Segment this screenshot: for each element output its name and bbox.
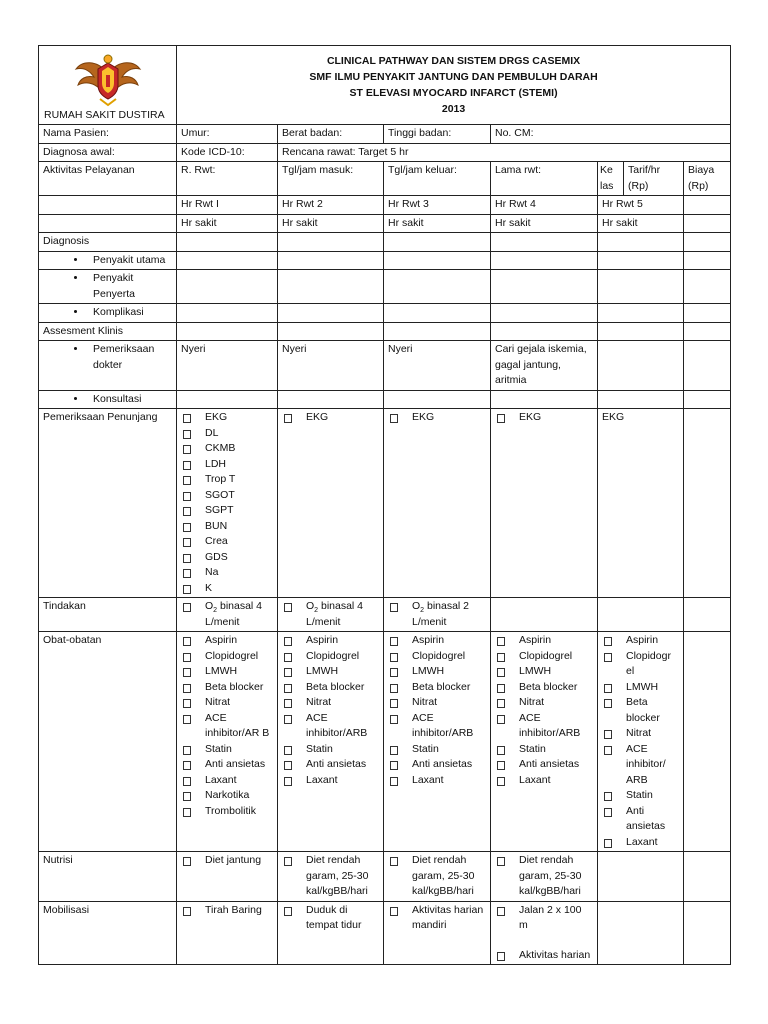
action-label: Tindakan (39, 598, 177, 632)
drug-item-day-1: Nitrat (181, 695, 273, 711)
drug-item-day-1: LMWH (181, 664, 273, 680)
sick-day-2: Hr sakit (278, 214, 384, 233)
nutrition-item-day-1: Diet jantung (181, 853, 273, 869)
support-exam-list-day-2 (282, 410, 379, 426)
drug-item-day-5: LMWH (602, 680, 679, 696)
title-line-4: 2013 (441, 103, 466, 115)
care-day-3: Hr Rwt 3 (384, 196, 491, 215)
support-exam-label: Pemeriksaan Penunjang (39, 409, 177, 598)
support-exam-row (39, 409, 731, 598)
support-exam-item-day-2: EKG (282, 410, 379, 426)
diagnosis-row (39, 143, 731, 162)
drug-item-day-3: Aspirin (388, 633, 486, 649)
main-disease-row (39, 251, 731, 270)
doctor-exam-day-2: Nyeri (278, 341, 384, 391)
drug-item-day-4: Beta blocker (495, 680, 593, 696)
clinical-pathway-table (38, 45, 731, 965)
mobilization-list-day-2 (282, 903, 379, 934)
support-exam-item-day-1: EKG (181, 410, 273, 426)
hospital-name: RUMAH SAKIT DUSTIRA (44, 108, 165, 121)
drug-item-day-1: Clopidogrel (181, 649, 273, 665)
drug-item-day-3: Beta blocker (388, 680, 486, 696)
nutrition-row (39, 852, 731, 902)
support-exam-item-day-4: EKG (495, 410, 593, 426)
doctor-exam-row (39, 341, 731, 391)
drug-item-day-5: Beta blocker (602, 695, 679, 726)
drug-list-day-2 (282, 633, 379, 788)
mobilization-list-day-4 (495, 903, 593, 964)
support-exam-item-day-1: Trop T (181, 472, 273, 488)
care-day-row (39, 196, 731, 215)
drug-list-day-1 (181, 633, 273, 819)
doctor-exam-day-3: Nyeri (384, 341, 491, 391)
mobilization-row (39, 901, 731, 965)
drug-item-day-5: Anti ansietas (602, 804, 679, 835)
action-row (39, 598, 731, 632)
drug-item-day-3: Anti ansietas (388, 757, 486, 773)
mobilization-item-day-4: Aktivitas harian (495, 948, 593, 964)
support-exam-day-5: EKG (598, 409, 684, 598)
age-label: Umur: (177, 125, 278, 144)
drug-item-day-4: Anti ansietas (495, 757, 593, 773)
mobilization-item-day-2: Duduk di tempat tidur (282, 903, 379, 934)
class-label: Ke las (598, 162, 624, 196)
consult-label: • Konsultasi (87, 392, 172, 408)
room-label: R. Rwt: (177, 162, 278, 196)
drug-list-day-4 (495, 633, 593, 788)
sick-day-3: Hr sakit (384, 214, 491, 233)
drug-item-day-2: ACE inhibitor/ARB (282, 711, 379, 742)
support-exam-item-day-3: EKG (388, 410, 486, 426)
nutrition-list-day-3 (388, 853, 486, 900)
mobilization-item-day-4: Jalan 2 x 100 m (495, 903, 593, 934)
drug-item-day-1: Beta blocker (181, 680, 273, 696)
drug-item-day-2: Laxant (282, 773, 379, 789)
drug-item-day-5: Aspirin (602, 633, 679, 649)
drug-item-day-5: ACE inhibitor/ ARB (602, 742, 679, 789)
doctor-exam-day-1: Nyeri (177, 341, 278, 391)
assessment-row (39, 322, 731, 341)
activity-label: Aktivitas Pelayanan (39, 162, 177, 196)
tariff-label: Tarif/hr (Rp) (624, 162, 684, 196)
drug-item-day-4: Laxant (495, 773, 593, 789)
oxygen-item-day-1: $O_2$ binasal 4 L/menit (181, 599, 273, 630)
drug-item-day-5: Nitrat (602, 726, 679, 742)
doctor-exam-label: • Pemeriksaan dokter (87, 342, 172, 373)
support-exam-item-day-1: LDH (181, 457, 273, 473)
drug-item-day-5: Clopidogr el (602, 649, 679, 680)
drug-item-day-3: Nitrat (388, 695, 486, 711)
drugs-row (39, 632, 731, 852)
drug-item-day-1: Laxant (181, 773, 273, 789)
comorbid-label: • Penyakit Penyerta (87, 271, 172, 302)
support-exam-list-day-3 (388, 410, 486, 426)
drug-item-day-2: Statin (282, 742, 379, 758)
drug-item-day-3: LMWH (388, 664, 486, 680)
logo-cell (39, 46, 177, 125)
drug-item-day-5: Laxant (602, 835, 679, 851)
complication-label: • Komplikasi (87, 305, 172, 321)
support-exam-item-day-1: SGPT (181, 503, 273, 519)
comorbid-row (39, 270, 731, 304)
drug-item-day-3: Clopidogrel (388, 649, 486, 665)
mobilization-list-day-3 (388, 903, 486, 934)
support-exam-list-day-1 (181, 410, 273, 596)
care-day-1: Hr Rwt I (177, 196, 278, 215)
drug-item-day-2: Anti ansietas (282, 757, 379, 773)
icd-code-label: Kode ICD-10: (177, 143, 278, 162)
nutrition-list-day-2 (282, 853, 379, 900)
drug-item-day-4: Statin (495, 742, 593, 758)
nutrition-list-day-4 (495, 853, 593, 900)
title-line-1: CLINICAL PATHWAY DAN SISTEM DRGS CASEMIX (326, 55, 581, 67)
drug-item-day-2: Aspirin (282, 633, 379, 649)
drug-item-day-2: Beta blocker (282, 680, 379, 696)
support-exam-item-day-1: K (181, 581, 273, 597)
oxygen-item-day-3: $O_2$ binasal 2 L/menit (388, 599, 486, 630)
drug-item-day-4: Clopidogrel (495, 649, 593, 665)
nutrition-item-day-2: Diet rendah garam, 25-30 kal/kgBB/hari (282, 853, 379, 900)
drug-item-day-4: ACE inhibitor/ARB (495, 711, 593, 742)
support-exam-item-day-1: BUN (181, 519, 273, 535)
mobilization-label: Mobilisasi (39, 901, 177, 965)
care-plan-label: Rencana rawat: Target 5 hr (278, 143, 731, 162)
diagnosis-label: Diagnosis (39, 233, 177, 252)
oxygen-item-day-2: $O_2$ binasal 4 L/menit (282, 599, 379, 630)
support-exam-list-day-4 (495, 410, 593, 426)
discharge-date-label: Tgl/jam keluar: (384, 162, 491, 196)
drug-item-day-1: ACE inhibitor/AR B (181, 711, 273, 742)
weight-label: Berat badan: (278, 125, 384, 144)
drug-item-day-3: Statin (388, 742, 486, 758)
drug-list-day-5 (602, 633, 679, 850)
record-number-label: No. CM: (491, 125, 731, 144)
hospital-emblem-logo (74, 49, 142, 107)
care-day-2: Hr Rwt 2 (278, 196, 384, 215)
patient-name-label: Nama Pasien: (39, 125, 177, 144)
nutrition-list-day-1 (181, 853, 273, 869)
drug-item-day-5: Statin (602, 788, 679, 804)
drug-item-day-1: Anti ansietas (181, 757, 273, 773)
activity-row (39, 162, 731, 196)
drug-item-day-3: Laxant (388, 773, 486, 789)
title-line-2: SMF ILMU PENYAKIT JANTUNG DAN PEMBULUH DARAH (309, 71, 598, 83)
admission-date-label: Tgl/jam masuk: (278, 162, 384, 196)
sick-day-1: Hr sakit (177, 214, 278, 233)
care-day-5: Hr Rwt 5 (598, 196, 684, 215)
drug-list-day-3 (388, 633, 486, 788)
length-of-stay-label: Lama rwt: (491, 162, 598, 196)
assessment-label: Assesment Klinis (39, 322, 177, 341)
drugs-label: Obat-obatan (39, 632, 177, 852)
drug-item-day-4: LMWH (495, 664, 593, 680)
drug-item-day-1: Trombolitik (181, 804, 273, 820)
mobilization-item-day-1: Tirah Baring (181, 903, 273, 919)
mobilization-item-day-3: Aktivitas harian mandiri (388, 903, 486, 934)
patient-row (39, 125, 731, 144)
nutrition-item-day-3: Diet rendah garam, 25-30 kal/kgBB/hari (388, 853, 486, 900)
sick-day-4: Hr sakit (491, 214, 598, 233)
drug-item-day-1: Statin (181, 742, 273, 758)
drug-item-day-4: Nitrat (495, 695, 593, 711)
nutrition-item-day-4: Diet rendah garam, 25-30 kal/kgBB/hari (495, 853, 593, 900)
drug-item-day-1: Aspirin (181, 633, 273, 649)
support-exam-item-day-1: GDS (181, 550, 273, 566)
main-disease-label: • Penyakit utama (87, 253, 172, 269)
drug-item-day-2: LMWH (282, 664, 379, 680)
diagnosis-section-row (39, 233, 731, 252)
cost-label: Biaya (Rp) (684, 162, 731, 196)
header-row (39, 46, 731, 125)
height-label: Tinggi badan: (384, 125, 491, 144)
drug-item-day-1: Narkotika (181, 788, 273, 804)
drug-item-day-4: Aspirin (495, 633, 593, 649)
drug-item-day-2: Nitrat (282, 695, 379, 711)
drug-item-day-3: ACE inhibitor/ARB (388, 711, 486, 742)
sick-day-5: Hr sakit (598, 214, 684, 233)
sick-day-row (39, 214, 731, 233)
support-exam-item-day-1: Crea (181, 534, 273, 550)
nutrition-label: Nutrisi (39, 852, 177, 902)
care-day-4: Hr Rwt 4 (491, 196, 598, 215)
title-line-3: ST ELEVASI MYOCARD INFARCT (STEMI) (349, 87, 558, 99)
pathway-title (177, 46, 731, 125)
complication-row (39, 304, 731, 323)
mobilization-list-day-1 (181, 903, 273, 919)
support-exam-item-day-1: SGOT (181, 488, 273, 504)
support-exam-item-day-1: Na (181, 565, 273, 581)
initial-diagnosis-label: Diagnosa awal: (39, 143, 177, 162)
consult-row (39, 390, 731, 409)
doctor-exam-day-4: Cari gejala iskemia, gagal jantung, aritmia (491, 341, 598, 391)
support-exam-item-day-1: DL (181, 426, 273, 442)
drug-item-day-2: Clopidogrel (282, 649, 379, 665)
support-exam-item-day-1: CKMB (181, 441, 273, 457)
